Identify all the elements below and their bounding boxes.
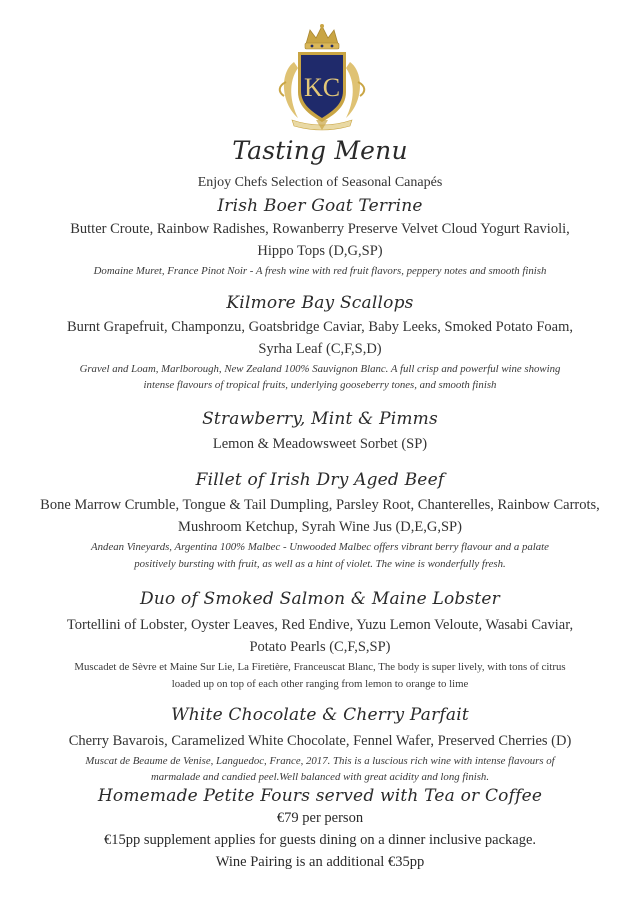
course-description: Butter Croute, Rainbow Radishes, Rowanberry Preserve Velvet Cloud Yogurt Ravioli,	[70, 221, 570, 237]
course-description: Lemon & Meadowsweet Sorbet (SP)	[212, 436, 428, 452]
wine-pairing-note: Muscat de Beaume de Venise, Languedoc, France, 2017. This is a luscious rich wine with intense flavours of	[85, 755, 555, 767]
course-title: White Chocolate & Cherry Parfait	[171, 705, 469, 725]
crest-icon	[272, 22, 372, 134]
course-description: Hippo Tops (D,G,SP)	[257, 243, 383, 259]
wine-pairing-note: Muscadet de Sèvre et Maine Sur Lie, La Firetière, Franceuscat Blanc, The body is super lively, with tons of citrus	[74, 661, 566, 673]
course-title: Kilmore Bay Scallops	[226, 293, 414, 313]
svg-text:KC: KC	[303, 73, 341, 102]
wine-pairing-note: Gravel and Loam, Marlborough, New Zealand 100% Sauvignon Blanc. A full crisp and powerful wine showing	[79, 363, 561, 375]
course-description: Burnt Grapefruit, Champonzu, Goatsbridge Caviar, Baby Leeks, Smoked Potato Foam,	[66, 319, 574, 335]
menu-title: Tasting Menu	[232, 136, 408, 165]
petit-fours-title: Homemade Petite Fours served with Tea or Coffee	[97, 786, 543, 806]
canapes-note: Enjoy Chefs Selection of Seasonal Canapés	[197, 175, 443, 190]
wine-pairing-note: intense flavours of tropical fruits, underlying gooseberry tones, and smooth finish	[143, 379, 497, 391]
course-description: Mushroom Ketchup, Syrah Wine Jus (D,E,G,SP)	[178, 519, 462, 535]
course-description: Potato Pearls (C,F,S,SP)	[249, 639, 391, 655]
wine-pairing-price: Wine Pairing is an additional €35pp	[215, 854, 425, 870]
kc-crest-logo	[272, 22, 372, 134]
supplement-note: €15pp supplement applies for guests dining on a dinner inclusive package.	[103, 832, 537, 848]
course-description: Cherry Bavarois, Caramelized White Chocolate, Fennel Wafer, Preserved Cherries (D)	[68, 733, 572, 749]
course-title: Irish Boer Goat Terrine	[217, 196, 423, 216]
price-per-person: €79 per person	[276, 810, 364, 826]
course-description: Tortellini of Lobster, Oyster Leaves, Red Endive, Yuzu Lemon Veloute, Wasabi Caviar,	[66, 617, 574, 633]
course-description: Bone Marrow Crumble, Tongue & Tail Dumpling, Parsley Root, Chanterelles, Rainbow Carrots,	[40, 497, 600, 513]
course-title: Duo of Smoked Salmon & Maine Lobster	[140, 589, 500, 609]
wine-pairing-note: loaded up on top of each other ranging from lemon to orange to lime	[171, 678, 469, 690]
wine-pairing-note: Andean Vineyards, Argentina 100% Malbec - Unwooded Malbec offers vibrant berry flavour and a palate	[91, 541, 549, 553]
wine-pairing-note: positively bursting with fruit, as well as a hint of violet. The wine is wonderfully fresh.	[134, 558, 506, 570]
course-description: Syrha Leaf (C,F,S,D)	[258, 341, 382, 357]
wine-pairing-note: Domaine Muret, France Pinot Noir - A fresh wine with red fruit flavors, peppery notes and smooth finish	[93, 265, 547, 277]
course-title: Strawberry, Mint & Pimms	[202, 409, 438, 429]
wine-pairing-note: marmalade and candied peel.Well balanced with great acidity and long finish.	[150, 771, 490, 783]
course-title: Fillet of Irish Dry Aged Beef	[195, 470, 445, 490]
